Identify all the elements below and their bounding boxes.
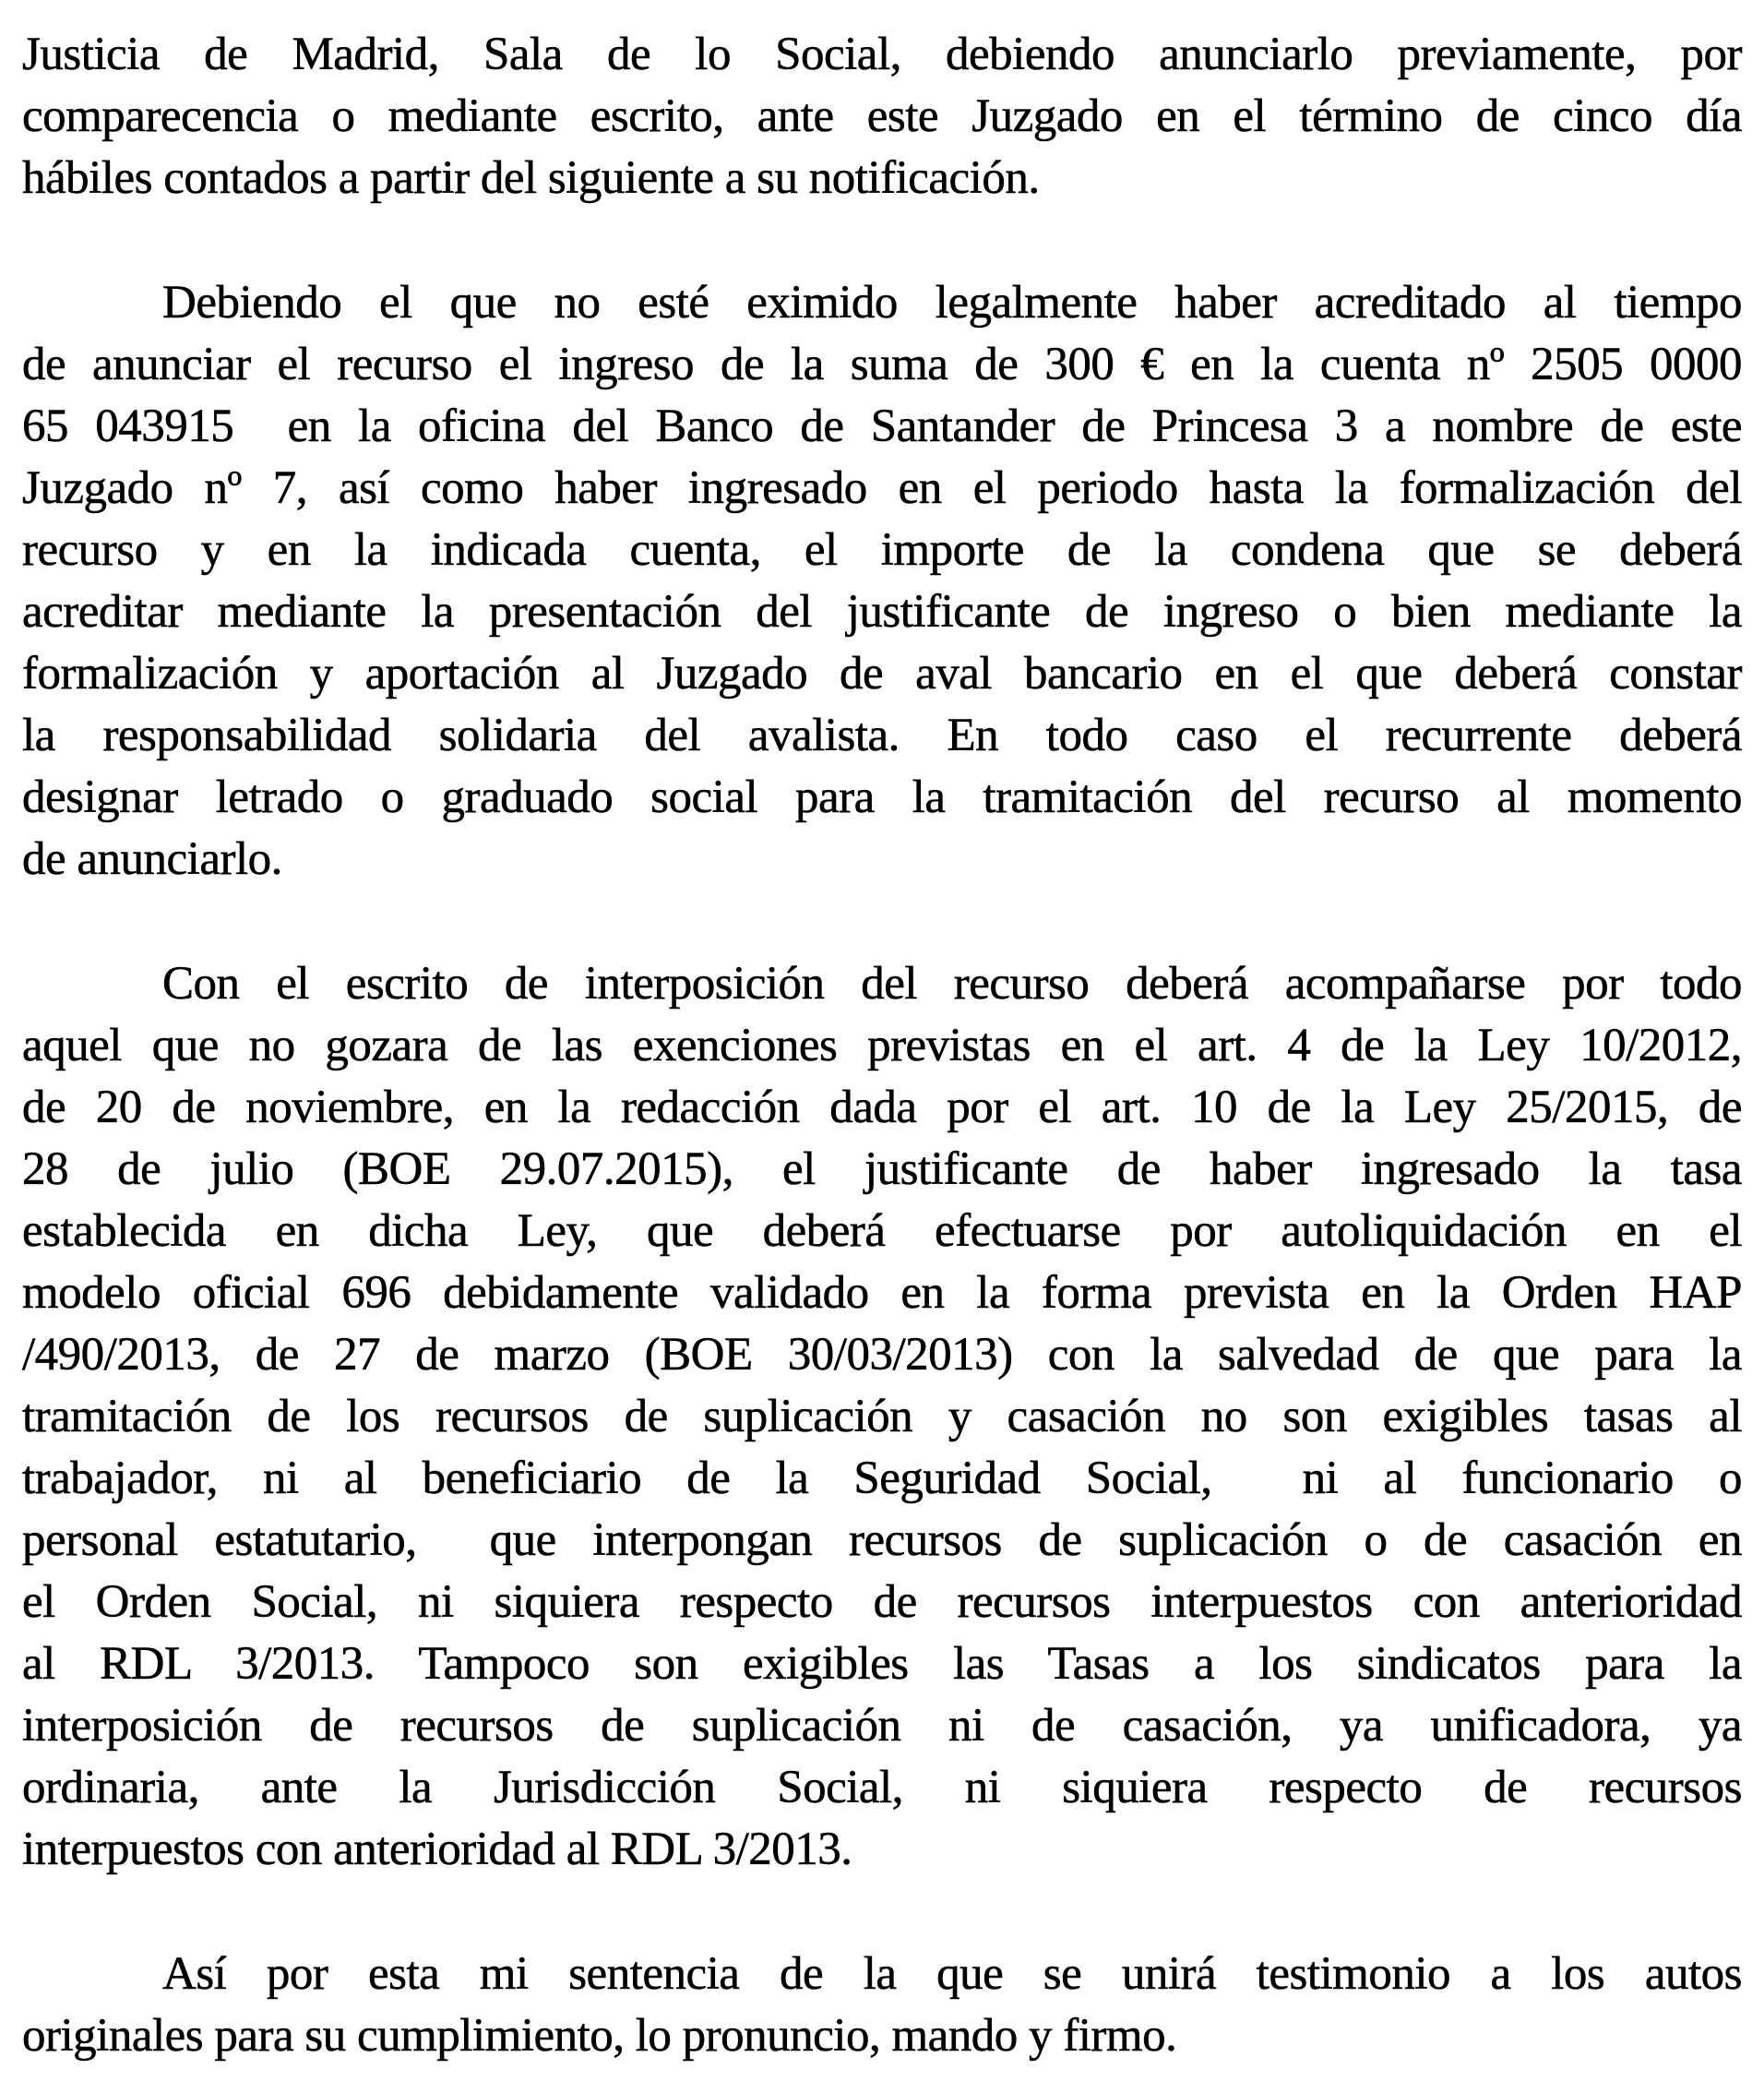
text-line: trabajador, ni al beneficiario de la Seguridad Social, ni al funcionario o [22,1453,1742,1504]
text-line: de 20 de noviembre, en la redacción dada por el art. 10 de la Ley 25/2015, de [22,1082,1742,1133]
text-line: Así por esta mi sentencia de la que se unirá testimonio a los autos [162,1948,1742,2000]
text-line: tramitación de los recursos de suplicación y casación no son exigibles tasas al [22,1391,1742,1442]
paragraph-1 [22,24,1742,209]
text-line: de anunciarlo. [22,833,282,885]
text-line: establecida en dicha Ley, que deberá efectuarse por autoliquidación en el [22,1205,1742,1257]
text-line: originales para su cumplimiento, lo pronuncio, mando y firmo. [22,2010,1177,2062]
text-line: al RDL 3/2013. Tampoco son exigibles las Tasas a los sindicatos para la [22,1638,1742,1690]
text-line: 28 de julio (BOE 29.07.2015), el justificante de haber ingresado la tasa [22,1143,1742,1195]
text-line: la responsabilidad solidaria del avalista. En todo caso el recurrente deberá [22,710,1742,761]
text-line: el Orden Social, ni siquiera respecto de recursos interpuestos con anterioridad [22,1576,1742,1628]
paragraph-3 [22,953,1742,1881]
paragraph-4 [22,1944,1742,2067]
text-line: acreditar mediante la presentación del justificante de ingreso o bien mediante la [22,586,1742,638]
text-line: ordinaria, ante la Jurisdicción Social, ni siquiera respecto de recursos [22,1762,1742,1813]
text-line: hábiles contados a partir del siguiente a su notificación. [22,152,1040,204]
text-line: modelo oficial 696 debidamente validado en la forma prevista en la Orden HAP [22,1267,1742,1319]
text-line: formalización y aportación al Juzgado de aval bancario en el que deberá constar [22,648,1742,700]
text-line: /490/2013, de 27 de marzo (BOE 30/03/2013) con la salvedad de que para la [22,1329,1742,1381]
text-line: de anunciar el recurso el ingreso de la suma de 300 € en la cuenta nº 2505 0000 [22,339,1742,390]
text-line: personal estatutario, que interpongan recursos de suplicación o de casación en [22,1514,1742,1566]
text-line: Justicia de Madrid, Sala de lo Social, debiendo anunciarlo previamente, por [22,29,1742,80]
paragraph-2 [22,272,1742,891]
text-line: Con el escrito de interposición del recurso deberá acompañarse por todo [162,958,1742,1010]
text-line: comparecencia o mediante escrito, ante este Juzgado en el término de cinco día [22,90,1742,142]
document-text [22,24,1742,2067]
text-line: interpuestos con anterioridad al RDL 3/2013. [22,1824,852,1875]
text-line: designar letrado o graduado social para la tramitación del recurso al momento [22,771,1742,823]
text-line: 65 043915 en la oficina del Banco de Santander de Princesa 3 a nombre de este [22,401,1742,452]
text-line: aquel que no gozara de las exenciones previstas en el art. 4 de la Ley 10/2012, [22,1020,1742,1071]
text-line: Debiendo el que no esté eximido legalmente haber acreditado al tiempo [162,277,1742,329]
text-line: recurso y en la indicada cuenta, el importe de la condena que se deberá [22,524,1742,576]
text-line: interposición de recursos de suplicación ni de casación, ya unificadora, ya [22,1700,1742,1752]
text-line: Juzgado nº 7, así como haber ingresado en el periodo hasta la formalización del [22,462,1742,514]
